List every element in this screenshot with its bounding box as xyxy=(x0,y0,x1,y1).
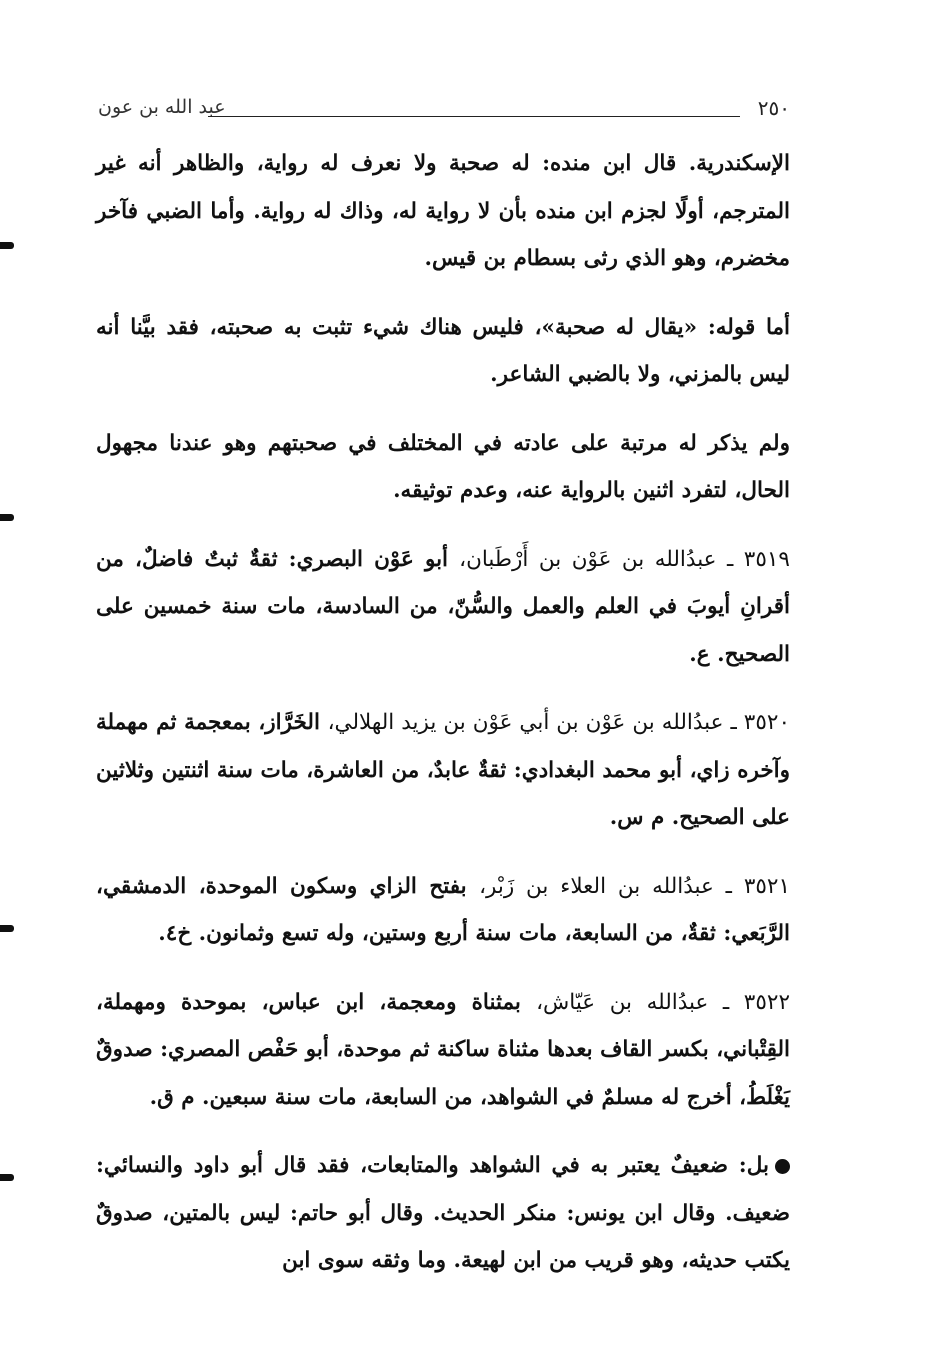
commentary-paragraph: ولم يذكر له مرتبة على عادته في المختلف في صحبتهم وهو عندنا مجهول الحال، لتفرد اثنين بالرواية عنه، وعدم توثيقه. xyxy=(96,430,790,503)
entry-description: بفتح الزاي وسكون الموحدة، الدمشقي، الرَّبَعي: ثقةٌ، من السابعة، مات سنة أربع وستين، وله تسع وثمانون. خ٤. xyxy=(96,873,790,946)
margin-mark xyxy=(0,925,14,932)
entry-heading: ٣٥٢١ ـ عبدُالله بن العلاء بن زَبْر، xyxy=(479,873,791,899)
page-number: ٢٥٠ xyxy=(757,96,790,120)
running-title: عبد الله بن عون xyxy=(98,96,226,118)
commentary-paragraph: أما قوله: «يقال له صحبة»، فليس هناك شيء تثبت به صحبته، فقد بيَّنا أنه ليس بالمزني، ولا بالضبي الشاعر. xyxy=(96,314,790,387)
entry-description: أبو عَوْن البصري: ثقةٌ ثبتٌ فاضلٌ، من أقرانِ أيوبَ في العلم والعمل والسُّنّ، من السادسة، مات سنة خمسين على الصحيح. ع. xyxy=(96,546,790,667)
bullet-icon xyxy=(775,1159,790,1174)
margin-mark xyxy=(0,242,14,249)
grade-commentary-text: بل: ضعيفٌ يعتبر به في الشواهد والمتابعات، فقد قال أبو داود والنسائي: ضعيف. وقال ابن يونس: منكر الحديث. وقال أبو حاتم: ليس بالمتين، صدوقٌ يكتب حديثه، وهو قريب من ابن لهيعة. وما وثقه سوى ابن xyxy=(96,1153,790,1273)
entry-description: بمثناة ومعجمة، ابن عباس، بموحدة ومهملة، القِتْباني، بكسر القاف بعدها مثناة ساكنة ثم موحدة، أبو حَفْص المصري: صدوقٌ يَغْلَطُ، أخرج له مسلمٌ في الشواهد، من السابعة، مات سنة سبعين. م ق. xyxy=(96,989,790,1110)
entry-heading: ٣٥٢٢ ـ عبدُالله بن عَيّاش، xyxy=(536,989,790,1015)
entry-description: الخَرَّاز، بمعجمة ثم مهملة وآخره زاي، أبو محمد البغدادي: ثقةٌ عابدٌ، من العاشرة، مات سنة اثنتين وثلاثين على الصحيح. م س. xyxy=(96,710,790,830)
biography-entry-3522 xyxy=(96,979,790,1122)
biography-entry-3519 xyxy=(96,536,790,679)
page-header xyxy=(98,94,790,126)
grade-commentary-paragraph xyxy=(96,1142,790,1285)
margin-mark xyxy=(0,514,14,521)
page-body xyxy=(96,140,790,1306)
margin-mark xyxy=(0,1174,14,1181)
commentary-paragraph: الإسكندرية. قال ابن منده: له صحبة ولا نعرف له رواية، والظاهر أنه غير المترجم، أولًا لجزم ابن منده بأن لا رواية له، وذاك له رواية. وأما الضبي فآخر مخضرم، وهو الذي رثى بسطام بن قيس. xyxy=(96,151,790,271)
biography-entry-3521 xyxy=(96,863,790,958)
entry-heading: ٣٥٢٠ ـ عبدُالله بن عَوْن بن أبي عَوْن بن يزيد الهلالي، xyxy=(327,710,790,735)
entry-heading: ٣٥١٩ ـ عبدُالله بن عَوْن بن أَرْطَبان، xyxy=(459,546,790,572)
biography-entry-3520 xyxy=(96,699,790,842)
header-rule xyxy=(208,116,740,117)
